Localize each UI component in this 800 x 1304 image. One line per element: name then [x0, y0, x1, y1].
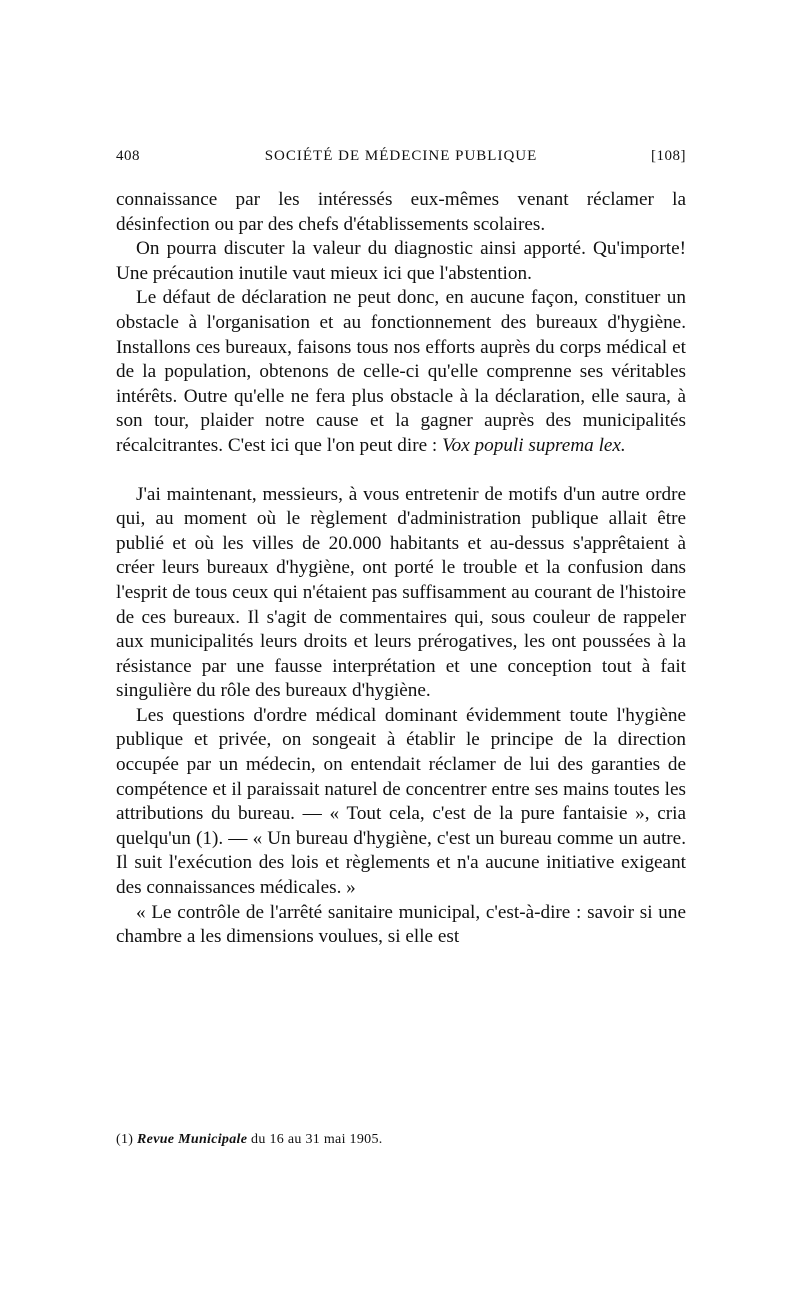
- page-reference: [108]: [651, 148, 686, 164]
- page-number: 408: [116, 148, 140, 164]
- paragraph-text: Le défaut de déclaration ne peut donc, en aucune façon, constituer un obstacle à l'organisation et au fonctionnement des bureaux d'hygiène. Installons ces bureaux, faisons tous nos efforts auprès du corps médical et de la population, obtenons de celle-ci qu'elle comprenne ses véritables intérêts. Outre qu'elle ne fera plus obstacle à la déclaration, elle saura, à son tour, plaider notre cause et la gagner auprès des municipalités récalcitrantes. C'est ici que l'on peut dire :: [116, 287, 686, 456]
- paragraph: [116, 286, 686, 458]
- footnote-marker: (1): [116, 1132, 134, 1147]
- paragraph: J'ai maintenant, messieurs, à vous entretenir de motifs d'un autre ordre qui, au moment où le règlement d'administration publique allait être publié et où les villes de 20.000 habitants et au-dessus s'apprêtaient à créer leurs bureaux d'hygiène, ont porté le trouble et la confusion dans l'esprit de tous ceux qui n'étaient pas suffisamment au courant de l'histoire de ces bureaux. Il s'agit de commentaires qui, sous couleur de rappeler aux municipalités leurs droits et leurs prérogatives, les ont poussées à la résistance par une fausse interprétation et une conception tout à fait singulière du rôle des bureaux d'hygiène.: [116, 483, 686, 702]
- paragraph: Les questions d'ordre médical dominant évidemment toute l'hygiène publique et privée, on songeait à établir le principe de la direction occupée par un médecin, on entendait réclamer de lui des garanties de compétence et il paraissait naturel de concentrer entre ses mains toutes les attributions du bureau. — « Tout cela, c'est de la pure fantaisie », cria quelqu'un (1). — « Un bureau d'hygiène, c'est un bureau comme un autre. Il suit l'exécution des lois et règlements et n'a aucune initiative exigeant des connaissances médicales. »: [116, 704, 686, 899]
- running-header: [116, 148, 686, 172]
- footnote-text: du 16 au 31 mai 1905.: [251, 1132, 383, 1147]
- footnote-source: Revue Municipale: [137, 1132, 248, 1147]
- paragraph: connaissance par les intéressés eux-mêmes venant réclamer la désinfection ou par des chefs d'établissements scolaires.: [116, 189, 686, 235]
- paragraph: On pourra discuter la valeur du diagnostic ainsi apporté. Qu'importe! Une précaution inutile vaut mieux ici que l'abstention.: [116, 238, 686, 284]
- body-text: [116, 188, 686, 950]
- latin-quote: Vox populi suprema lex.: [442, 434, 626, 456]
- running-title: SOCIÉTÉ DE MÉDECINE PUBLIQUE: [264, 148, 538, 164]
- book-page: [116, 148, 686, 1147]
- footnote: [116, 1132, 383, 1148]
- paragraph: « Le contrôle de l'arrêté sanitaire municipal, c'est-à-dire : savoir si une chambre a les dimensions voulues, si elle est: [116, 901, 686, 948]
